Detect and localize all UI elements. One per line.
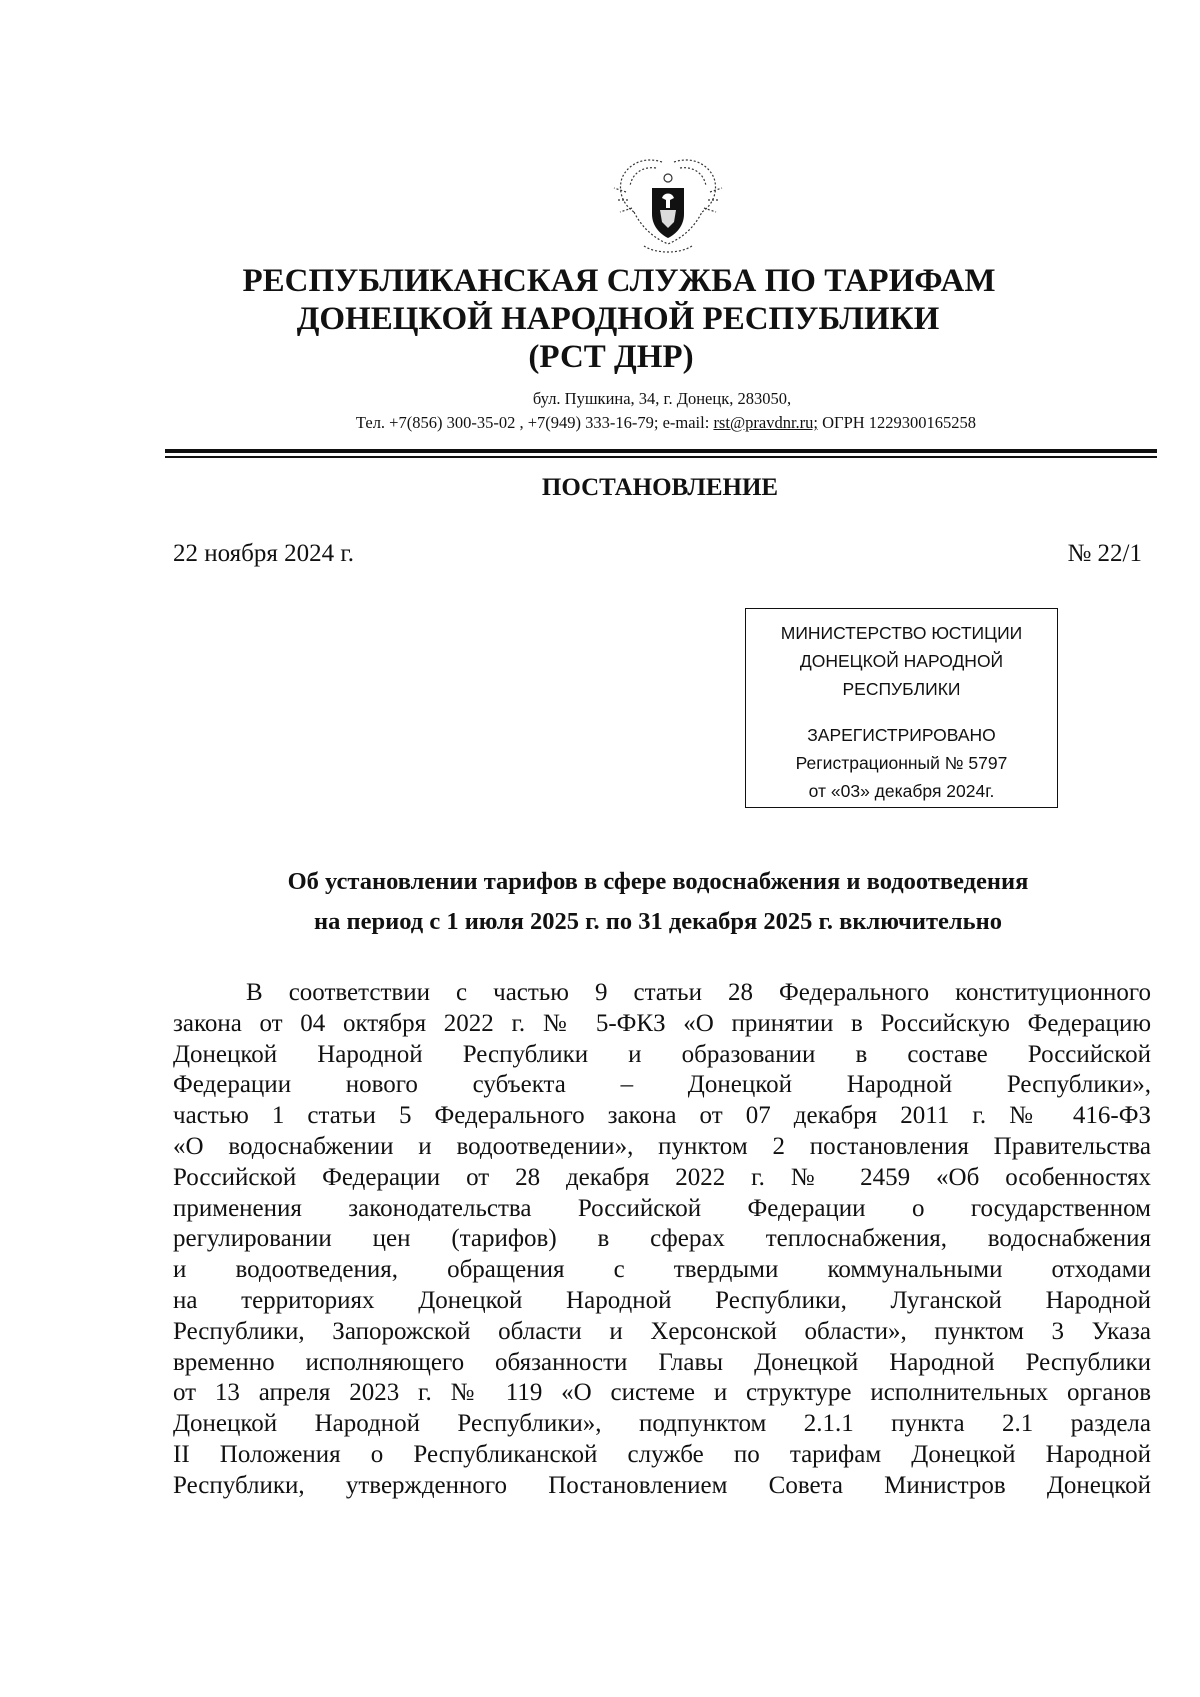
stamp-line-republic-end: РЕСПУБЛИКИ (842, 679, 961, 699)
organization-abbreviation: (РСТ ДНР) (528, 339, 694, 375)
stamp-spacer (746, 703, 1057, 721)
contacts-phones: Тел. +7(856) 300-35-02 , +7(949) 333-16-79; e-mail: (355, 413, 714, 432)
stamp-line-ministry: МИНИСТЕРСТВО ЮСТИЦИИ (780, 623, 1023, 643)
document-title-line2: на период с 1 июля 2025 г. по 31 декабря 2025 г. включительно (314, 908, 1002, 935)
body-line: на территориях Донецкой Народной Республики, Луганской Народной (173, 1286, 1151, 1314)
document-title-line1: Об установлении тарифов в сфере водоснабжения и водоотведения (287, 868, 1029, 895)
stamp-line-registered: ЗАРЕГИСТРИРОВАНО (807, 725, 996, 745)
document-number: № 22/1 (1067, 540, 1142, 567)
document-date: 22 ноября 2024 г. (173, 540, 355, 567)
header-divider-thick (165, 449, 1157, 453)
organization-name-line1: РЕСПУБЛИКАНСКАЯ СЛУЖБА ПО ТАРИФАМ (242, 263, 996, 299)
body-line: регулировании цен (тарифов) в сферах теплоснабжения, водоснабжения (173, 1225, 1151, 1253)
contacts-email-link[interactable]: rst@pravdnr.ru; (713, 413, 818, 432)
header-divider-thin (165, 456, 1157, 458)
body-line: Республики, Запорожской области и Херсонской области», пунктом 3 Указа (173, 1317, 1151, 1345)
document-type-heading: ПОСТАНОВЛЕНИЕ (541, 474, 779, 501)
body-line: Донецкой Народной Республики», подпунктом 2.1.1 пункта 2.1 раздела (173, 1410, 1151, 1438)
stamp-line-reg-date: от «03» декабря 2024г. (808, 781, 995, 801)
body-line: Российской Федерации от 28 декабря 2022 г. № 2459 «Об особенностях (173, 1163, 1151, 1191)
body-line: от 13 апреля 2023 г. № 119 «О системе и структуре исполнительных органов (173, 1379, 1151, 1407)
document-title (58, 862, 1200, 942)
coat-of-arms-emblem (604, 148, 732, 260)
body-line: временно исполняющего обязанности Главы Донецкой Народной Республики (173, 1348, 1151, 1376)
body-line: и водоотведения, обращения с твердыми коммунальными отходами (173, 1256, 1151, 1284)
organization-name-line2: ДОНЕЦКОЙ НАРОДНОЙ РЕСПУБЛИКИ (296, 301, 940, 337)
body-line: применения законодательства Российской Федерации о государственном (173, 1194, 1151, 1222)
body-line: Донецкой Народной Республики и образовании в составе Российской (173, 1040, 1151, 1068)
body-line: частью 1 статьи 5 Федерального закона от 07 декабря 2011 г. № 416-ФЗ (173, 1102, 1151, 1130)
organization-address: бул. Пушкина, 34, г. Донецк, 283050, (532, 389, 792, 408)
organization-name (0, 262, 1200, 376)
organization-contacts (66, 413, 1200, 433)
document-body (173, 978, 1151, 1502)
body-line: Республики, утвержденного Постановлением Совета Министров Донецкой (173, 1471, 1151, 1499)
stamp-line-republic: ДОНЕЦКОЙ НАРОДНОЙ (799, 651, 1004, 671)
contacts-ogrn: ОГРН 1229300165258 (818, 413, 977, 432)
body-line: В соответствии с частью 9 статьи 28 Федерального конституционного (246, 979, 1151, 1006)
body-line: Федерации нового субъекта – Донецкой Народной Республики», (173, 1071, 1151, 1099)
body-line: «О водоснабжении и водоотведении», пунктом 2 постановления Правительства (173, 1132, 1151, 1160)
body-line: II Положения о Республиканской службе по тарифам Донецкой Народной (173, 1440, 1151, 1468)
body-line: закона от 04 октября 2022 г. № 5-ФКЗ «О принятии в Российскую Федерацию (173, 1009, 1151, 1037)
stamp-line-reg-number: Регистрационный № 5797 (795, 753, 1008, 773)
registration-stamp (745, 608, 1058, 808)
